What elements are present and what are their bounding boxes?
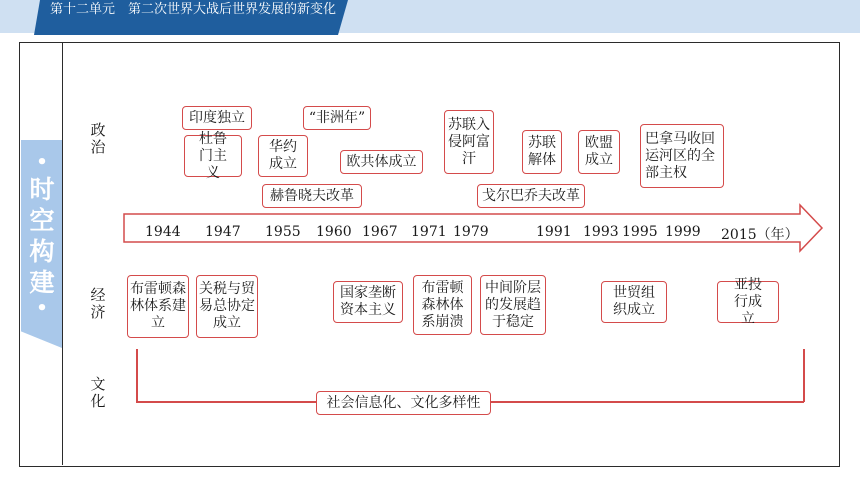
event-box: 关税与贸易总协定成立 bbox=[196, 275, 258, 338]
year-label: 1999 bbox=[665, 224, 701, 240]
event-box: 布雷顿森林体系崩溃 bbox=[413, 275, 472, 335]
event-box: 苏联入侵阿富汗 bbox=[444, 110, 494, 174]
event-box: 布雷顿森林体系建立 bbox=[127, 275, 189, 338]
sidebar-char: 建 bbox=[29, 268, 55, 297]
year-label: 1971 bbox=[411, 224, 447, 240]
year-label: 2015（年） bbox=[721, 227, 799, 243]
category-culture: 文化 bbox=[90, 375, 106, 410]
event-box: 欧盟成立 bbox=[578, 130, 620, 174]
event-box: 世贸组织成立 bbox=[601, 281, 667, 323]
year-label: 1955 bbox=[265, 224, 301, 240]
event-box: 赫鲁晓夫改革 bbox=[262, 184, 362, 208]
event-box: 杜鲁门主义 bbox=[184, 135, 242, 177]
page-title: 第十二单元 第二次世界大战后世界发展的新变化 bbox=[50, 2, 337, 17]
event-box: 苏联解体 bbox=[522, 130, 562, 174]
event-box: 巴拿马收回运河区的全部主权 bbox=[640, 124, 724, 188]
event-box: 中间阶层的发展趋于稳定 bbox=[480, 275, 546, 335]
sidebar-char: 空 bbox=[29, 206, 55, 235]
event-box: 社会信息化、文化多样性 bbox=[316, 391, 491, 415]
event-box: 亚投行成立 bbox=[717, 281, 779, 323]
year-label: 1993 bbox=[583, 224, 619, 240]
year-label: 1967 bbox=[362, 224, 398, 240]
sidebar-char: 构 bbox=[29, 237, 55, 266]
event-box: 印度独立 bbox=[182, 106, 252, 130]
sidebar-divider bbox=[62, 43, 63, 465]
year-label: 1960 bbox=[316, 224, 352, 240]
event-box: “非洲年” bbox=[303, 106, 371, 130]
event-box: 戈尔巴乔夫改革 bbox=[477, 184, 585, 208]
bullet-bottom: • bbox=[36, 298, 48, 319]
culture-bracket-right bbox=[803, 349, 805, 402]
sidebar-title bbox=[22, 152, 62, 320]
year-label: 1947 bbox=[205, 224, 241, 240]
year-label: 1991 bbox=[536, 224, 572, 240]
culture-bracket-left bbox=[136, 349, 138, 402]
category-politics: 政治 bbox=[90, 121, 106, 156]
bullet-top: • bbox=[36, 152, 48, 173]
category-economy: 经济 bbox=[90, 286, 106, 321]
sidebar-char: 时 bbox=[29, 175, 55, 204]
event-box: 国家垄断资本主义 bbox=[333, 281, 403, 323]
year-label: 1995 bbox=[622, 224, 658, 240]
year-label: 1944 bbox=[145, 224, 181, 240]
event-box: 欧共体成立 bbox=[340, 150, 423, 174]
year-label: 1979 bbox=[453, 224, 489, 240]
event-box: 华约成立 bbox=[258, 135, 308, 177]
